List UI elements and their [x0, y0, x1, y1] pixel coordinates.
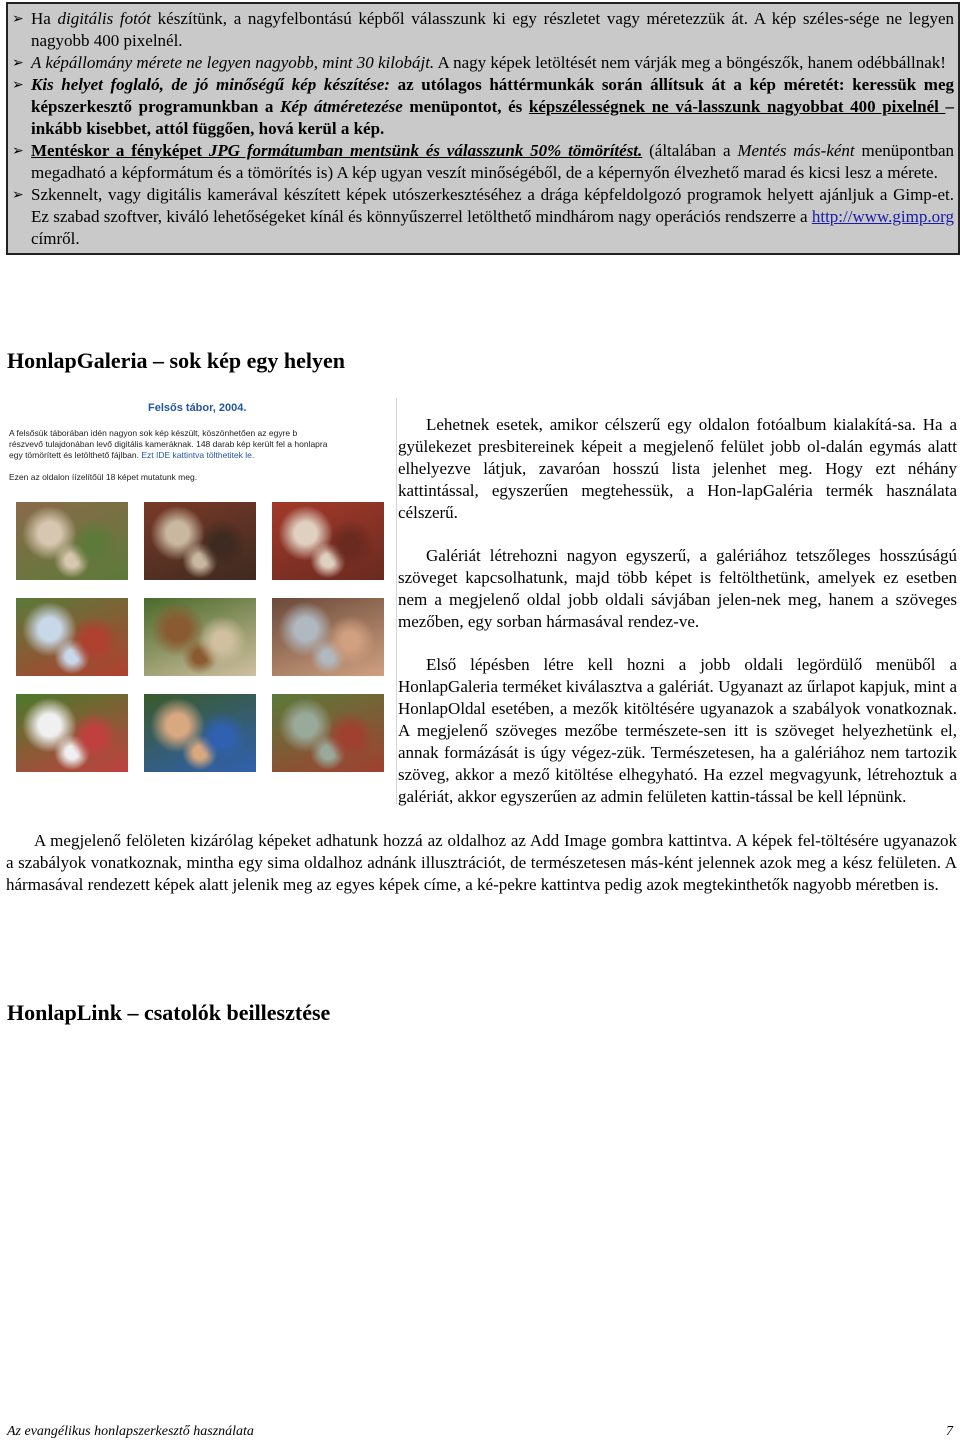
arrow-bullet-icon: ➢	[12, 55, 24, 71]
section-heading-galeria: HonlapGaleria – sok kép egy helyen	[7, 348, 345, 373]
photo-church-hall[interactable]	[144, 502, 256, 580]
page-footer	[7, 1423, 953, 1441]
tip-file-size: ➢ A képállomány mérete ne legyen nagyobb, mint 30 kilobájt. A nagy képek letöltését nem várják meg a böngészők, hanem odébbállnak!	[12, 53, 946, 72]
tip-photo-size: ➢ Ha digitális fotót készítünk, a nagyfelbontású képből válasszunk ki egy részletet vagy méretezzük át. A kép széles-sége ne legyen nagyobb 400 pixelnél.	[12, 9, 954, 50]
arrow-bullet-icon: ➢	[12, 77, 24, 93]
section-heading-link: HonlapLink – csatolók beillesztése	[7, 1000, 331, 1025]
gallery-note: Ezen az oldalon íízelítőül 18 képet mutatunk meg.	[9, 472, 198, 482]
photo-crowd-hall[interactable]	[272, 502, 384, 580]
gallery-download-link[interactable]: Ezt IDE kattintva tölthetitek le.	[141, 450, 255, 460]
arrow-bullet-icon: ➢	[12, 143, 24, 159]
gallery-screenshot	[6, 398, 397, 804]
gallery-intro: A felsősük táborában idén nagyon sok kép készült, köszönhetően az egyre b részvevő tulajdonában levő digitális kameráknak. 148 darab kép került fel a honlapra egy tömörített és letölthető fájlban. Ezt IDE kattintva tölthetitek le.	[9, 428, 328, 460]
photo-crafts-outdoor[interactable]	[16, 598, 128, 676]
galeria-paragraph-3: Első lépésben létre kell hozni a jobb oldali legördülő menüből a HonlapGaleria terméket kiválasztva a galériát. Ugyanazt az űrlapot kapjuk, mint a HonlapOldal esetében, a mezők kitöltésére ugyanazok a szabályok vonatkoznak. A megjelenő szöveges mezőbe természete-sen itt is szöveget helyezhetünk el, annak formázását is úgy végez-zük. Természetesen, ha a galériához nem tartozik szöveg, akkor a mező kitöltése elhegyható. Ha ezzel megvagyunk, létrehoztuk a galériát, akkor egyszerűen az admin felületen kattin-tással be kell lépnünk.	[398, 655, 957, 806]
galeria-paragraph-1: Lehetnek esetek, amikor célszerű egy oldalon fotóalbum kialakítá-sa. Ha a gyülekezet presbitereinek képeit a megjelenő felület jobb ol-dalán egymás alatt elhelyezve látjuk, zavaróan hosszú lista jelenhet meg. Hogy ezt néhány kattintással, egyszerűen megtehessük, a Hon-lapGaléria termék használata célszerű.	[398, 415, 957, 522]
galeria-paragraph-4: A megjelenő felöleten kizárólag képeket adhatunk hozzá az oldalhoz az Add Image gombra kattintva. A képek fel-töltésére ugyanazok a szabályok vonatkoznak, mintha egy sima oldalhoz adnánk illusztrációt, de természetesen más-ként jelennek azok meg a kész felületen. A hármasával rendezett képek alatt jelenik meg az egyes képek címe, a ké-pekre kattintva pedig azok megtekinthetők nagyobb méretben is.	[6, 831, 957, 894]
tip-save-jpg: ➢ Mentéskor a fényképet JPG formátumban mentsünk és válasszunk 50% tömörítést. (általában a Mentés más-ként menüpontban megadható a képformátum és a tömörítés is) A kép ugyan veszít minőségéből, de a képernyőn élvezhető marad és kicsi lesz a mérete.	[12, 141, 955, 182]
footer-title: Az evangélikus honlapszerkesztő használata	[7, 1424, 254, 1439]
gallery-title: Felsős tábor, 2004.	[148, 402, 247, 414]
photo-kids-lawn[interactable]	[16, 694, 128, 772]
photo-picnic-table[interactable]	[144, 598, 256, 676]
photo-go-kart[interactable]	[272, 694, 384, 772]
arrow-bullet-icon: ➢	[12, 11, 24, 27]
page-number: 7	[946, 1424, 953, 1439]
tip-quality: ➢ Kis helyet foglaló, de jó minőségű kép készítése: az utólagos háttérmunkák során állítsuk át a kép méretét: keressük meg képszerkesztő programunkban a Kép átméretezése menüpontot, és képszélességnek ne vá-lasszunk nagyobbat 400 pixelnél – inkább kisebbet, attól függően, hová kerül a kép.	[12, 75, 954, 138]
arrow-bullet-icon: ➢	[12, 187, 24, 203]
galeria-paragraph-2: Galériát létrehozni nagyon egyszerű, a galériához tetszőleges hosszúságú szöveget kapcsolhatunk, majd több képet is feltölthetünk, amelyek ez esetben nem a megjelenő oldal jobb oldali sávjában jelen-nek meg, hanem a szöveges mezőben, egy sorban hármasával rendez-ve.	[398, 546, 957, 631]
tips-box	[6, 2, 960, 255]
tip-gimp: ➢ Szkennelt, vagy digitális kamerával készített képek utószerkesztéséhez a drága képfeldolgozó programok helyett ajánljuk a Gimp-et. Ez szabad szoftver, kiváló lehetőségeket kínál és könnyűszerrel letölthető mindhárom nagy operációs rendszerre a http://www.gimp.org címről.	[12, 185, 954, 248]
photo-dance-hall[interactable]	[272, 598, 384, 676]
photo-boys-portrait[interactable]	[144, 694, 256, 772]
gimp-link[interactable]: http://www.gimp.org	[811, 207, 954, 226]
photo-group-indoor[interactable]	[16, 502, 128, 580]
